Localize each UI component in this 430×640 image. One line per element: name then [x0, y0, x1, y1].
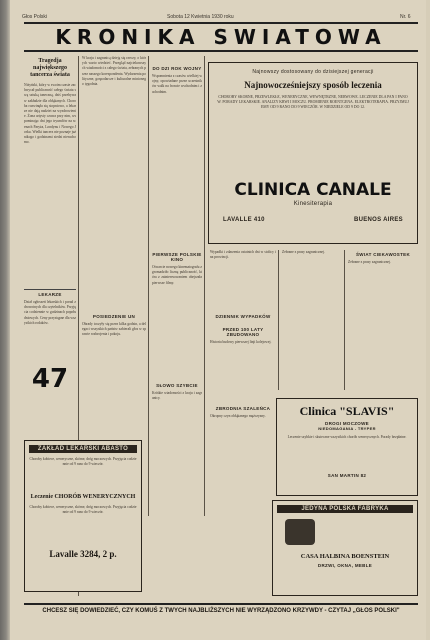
- column-rule: [204, 56, 205, 516]
- masthead-title: KRONIKA SWIATOWA: [55, 25, 387, 49]
- news-body-1: Zebrane z prasy zagranicznej.: [348, 260, 391, 264]
- boenstein-factory-ad: [272, 500, 418, 596]
- abasto-address: Lavalle 3284, 2 p.: [49, 549, 117, 559]
- clinic-address-row: [217, 217, 409, 229]
- boenstein-address: DRZWI, OKNA, MEBLE: [317, 563, 373, 568]
- clinic-city: BUENOS AIRES: [353, 217, 403, 223]
- section-label: LEKARZE: [24, 289, 76, 297]
- column-3: [152, 56, 202, 451]
- header-right-meta: Nr. 6: [400, 14, 411, 20]
- news-body-2: Otwarcie nowego kinematografu zgromadziło liczną publiczność, która z zainteresowaniem obejrzała pierwsze filmy.: [152, 265, 202, 285]
- column-2: [82, 56, 146, 422]
- abasto-mid: Leczenie CHORÓB WENERYCZNYCH: [30, 494, 136, 500]
- slavis-address: SAN MARTIN 82: [327, 473, 367, 478]
- clinic-address: LAVALLE 410: [223, 217, 265, 223]
- clinica-slavis-ad: [276, 398, 418, 496]
- column-rule: [344, 250, 345, 390]
- column-6: [348, 250, 418, 370]
- news-body: W kraju i zagranicą dzieją się rzeczy, o których warto wiedzieć. Przegląd najciekawszych wiadomości z całego świata, zebranych przez naszego korespondenta. Wydarzenia polityczne, gospodarcze i kulturalne minionego tygodnia.: [82, 56, 146, 87]
- news-body-2: Historia budowy pierwszej linji kolejowej.: [210, 340, 272, 344]
- header-center-meta: Sobota 12 Kwietnia 1930 roku: [167, 14, 234, 20]
- newspaper-sheet: [10, 0, 426, 640]
- ad-number: 47: [31, 364, 69, 394]
- news-heading-1: DZIENNIK WYPADKÓW: [215, 314, 271, 319]
- news-body-3: Krótkie wiadomości z kraju i zagranicy.: [152, 391, 202, 401]
- news-heading-3: ZBRODNIA SZALEŃCA: [215, 406, 271, 411]
- news-heading-1: DO DZI ROK WOJNY: [152, 66, 202, 71]
- ad-headline: Najnowocześniejszy sposób leczenia: [244, 80, 382, 90]
- ad-tagline: Najnowszy dostosowany do dzisiejszej generacji: [252, 69, 374, 75]
- news-heading-2: PRZED 100 LATY ZBUDOWANO: [222, 327, 264, 337]
- news-body-1: Zebrane z prasy zagranicznej.: [282, 250, 325, 254]
- slavis-body: Leczenie szybkie i skuteczne wszystkich chorób wenerycznych. Porady bezpłatne.: [287, 435, 407, 439]
- column-rule: [278, 250, 279, 390]
- clinic-name: CLINICA CANALE: [234, 180, 392, 200]
- column-5: [282, 250, 342, 380]
- news-heading-2: PIERWSZE POLSKIE KINO: [152, 252, 202, 262]
- masthead: [24, 22, 418, 52]
- column-rule: [148, 56, 149, 516]
- slavis-sub-1: DROGI MOCZOWE: [325, 421, 369, 426]
- news-heading-1: ŚWIAT CIEKAWOSTEK: [355, 252, 410, 257]
- boenstein-name: CASA HALBINA BOENSTEIN: [300, 553, 390, 560]
- slavis-name: Clinica "SLAVIS": [299, 404, 395, 418]
- abasto-body: Choroby kobiece, weneryczne, skórne, dróg moczowych. Przyjęcia codziennie od 9 rano do 9 wieczór.: [29, 457, 137, 467]
- boenstein-title: JEDYNA POLSKA FABRYKA: [277, 505, 413, 513]
- article-body: Niżyński, który w swoim czasie zachwycał publiczność całego świata swą sztuką taneczną, dziś przebywa w zakładzie dla obłąkanych. Choroba rozwinęła się stopniowo, a lekarze nie dają nadziei na wyzdrowienie. Żona artysty czuwa przy nim, wspominając dni jego tryumfów na scenach Paryża, Londynu i Nowego Jorku. Wielki tancerz nie poznaje już nikogo i godzinami siedzi nieruchomo.: [24, 83, 76, 145]
- footer-banner: CHCESZ SIĘ DOWIEDZIEĆ, CZY KOMUŚ Z TWYCH NAJBLIŻSZYCH NIE WYRZĄDZONO KRZYWDY - CZYTAJ „GŁOS POLSKI": [24, 603, 418, 625]
- clinic-canale-ad: [208, 62, 418, 244]
- column-4: [210, 250, 276, 454]
- slavis-sub-2: NIEDOMAGANIA - TRYPER: [318, 426, 376, 431]
- news-body-2: Obrady toczyły się przez kilka godzin, a delegaci wszystkich państw zabierali głos w sprawie rozbrojenia i pokoju.: [82, 322, 146, 337]
- column-1: [24, 56, 76, 394]
- news-intro: Wypadki i zdarzenia ostatnich dni w stolicy i na prowincji.: [210, 250, 276, 260]
- furniture-illustration: [285, 519, 315, 545]
- abasto-medical-ad: [24, 440, 142, 592]
- news-heading-3: SŁOWO SZYBCIE: [156, 383, 198, 388]
- header-left-meta: Głos Polski: [22, 14, 48, 20]
- article-title: Tragedja największego tancerza świata: [30, 58, 70, 78]
- news-body-1: Wspomnienia z czasów wielkiej wojny, opowiadane przez uczestników walk na froncie wschodnim i zachodnim.: [152, 74, 202, 94]
- news-heading: POSIEDZENIE UN: [92, 314, 136, 319]
- abasto-title: ZAKŁAD LEKARSKI ABASTO: [29, 445, 137, 453]
- news-body-3: Okropny czyn obłąkanego mężczyzny.: [210, 414, 266, 418]
- section-body: Dział ogłoszeń lekarskich i porad zdrowotnych dla czytelników. Przyjęcia codziennie w godzinach popołudniowych. Ceny przystępne dla wszystkich rodaków.: [24, 300, 76, 325]
- clinic-specialty: Kinesiterapia: [293, 201, 333, 207]
- ad-body: CHOROBY SKÓRNE, PRZEWLEKŁE, WENERYCZNE, WEWNĘTRZNE, NERWOWE. LECZENIE DLA PAŃ I PANÓW. PORADY LEKARSKIE. ANALIZY KRWI I MOCZU. PROMIENIE ROENTGENA. ELEKTROTERAPIA. PRZYJMUJEMY OD 9 RANO DO 9 WIECZÓR. W NIEDZIELE OD 9 DO 12.: [217, 95, 409, 110]
- abasto-body-2: Choroby kobiece, weneryczne, skórne, dróg moczowych. Przyjęcia codziennie od 9 rano do 9 wieczór.: [29, 505, 137, 515]
